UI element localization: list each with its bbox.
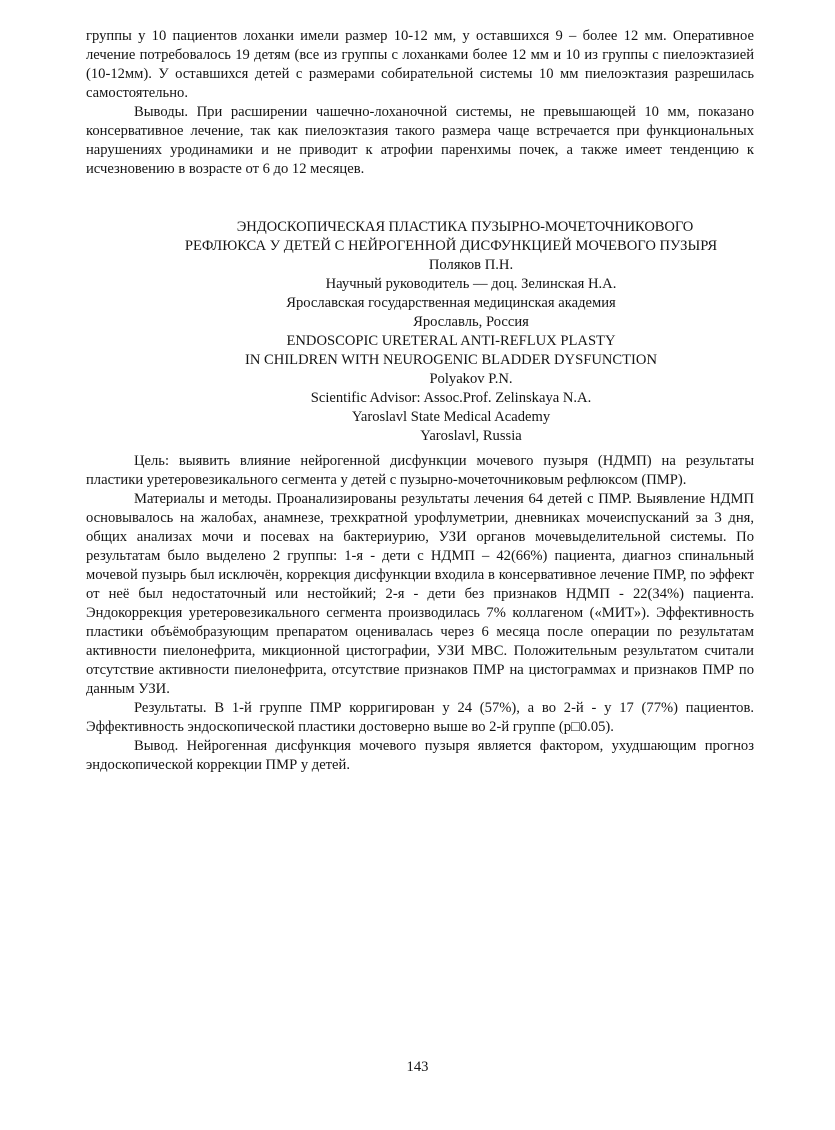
title-ru-line-2: РЕФЛЮКСА У ДЕТЕЙ С НЕЙРОГЕННОЙ ДИСФУНКЦИЕЙ МОЧЕВОГО ПУЗЫРЯ — [184, 238, 718, 254]
city-en: Yaroslavl, Russia — [420, 428, 522, 444]
advisor-ru: Научный руководитель — доц. Зелинская Н.А. — [325, 276, 617, 292]
title-en-line-1: ENDOSCOPIC URETERAL ANTI-REFLUX PLASTY — [286, 333, 616, 349]
results-paragraph: группы у 10 пациентов лоханки имели размер 10-12 мм, у оставшихся 9 – более 12 мм. Оперативное лечение потребовалось 19 детям (все из группы с лоханками более 12 мм и 10 из группы с пиелоэктазией (10-12мм). У оставшихся детей с размерами собирательной системы 10 мм пиелоэктазия разрешилась самостоятельно. — [86, 28, 754, 101]
city-ru: Ярославль, Россия — [413, 314, 529, 330]
institution-ru: Ярославская государственная медицинская академия — [286, 295, 616, 311]
conclusion-paragraph: Вывод. Нейрогенная дисфункция мочевого пузыря является фактором, ухудшающим прогноз эндоскопической коррекции ПМР у детей. — [86, 738, 754, 773]
author-en: Polyakov P.N. — [429, 371, 513, 387]
article-header — [86, 218, 816, 446]
institution-en: Yaroslavl State Medical Academy — [351, 409, 551, 425]
title-en-line-2: IN CHILDREN WITH NEUROGENIC BLADDER DYSFUNCTION — [245, 352, 657, 368]
methods-paragraph: Материалы и методы. Проанализированы результаты лечения 64 детей с ПМР. Выявление НДМП основывалось на жалобах, анамнезе, трехкратной урофлуметрии, дневниках мочеиспусканий за 3 дня, общих анализах мочи и посевах на бактериурию, УЗИ органов мочевыделительной системы. По результатам было выделено 2 группы: 1-я - дети с НДМП – 42(66%) пациента, диагноз спинальный мочевой пузырь был исключён, коррекция дисфункции входила в консервативное лечение ПМР, по эффект от неё был недостаточный или нестойкий; 2-я - дети без признаков НДМП - 22(34%) пациента. Эндокоррекция уретеровезикального сегмента производилась 7% коллагеном («МИТ»). Эффективность пластики объёмобразующим препаратом оценивалась через 6 месяца после операции по результатам активности пиелонефрита, микционной цистографии, УЗИ МВС. Положительным результатом считали отсутствие активности пиелонефрита, отсутствие признаков ПМР на цистограммах и признаков ПМР по данным УЗИ. — [86, 491, 754, 697]
title-ru-line-1: ЭНДОСКОПИЧЕСКАЯ ПЛАСТИКА ПУЗЫРНО-МОЧЕТОЧНИКОВОГО — [236, 219, 694, 235]
aim-paragraph: Цель: выявить влияние нейрогенной дисфункции мочевого пузыря (НДМП) на результаты пластики уретеровезикального сегмента у детей с пузырно-мочеточниковым рефлюксом (ПМР). — [86, 453, 754, 488]
article-body — [86, 452, 754, 775]
page-number: 143 — [406, 1059, 429, 1075]
previous-article-ending — [86, 27, 754, 179]
author-ru: Поляков П.Н. — [428, 257, 514, 273]
advisor-en: Scientific Advisor: Assoc.Prof. Zelinskaya N.A. — [310, 390, 592, 406]
results-paragraph: Результаты. В 1-й группе ПМР корригирован у 24 (57%), а во 2-й - у 17 (77%) пациентов. Эффективность эндоскопической пластики достоверно выше во 2-й группе (p□0.05). — [86, 700, 754, 735]
conclusions-paragraph: Выводы. При расширении чашечно-лоханочной системы, не превышающей 10 мм, показано консервативное лечение, так как пиелоэктазия такого размера чаще встречается при функциональных нарушениях уродинамики и не приводит к атрофии паренхимы почек, а также имеет тенденцию к исчезновению в возрасте от 6 до 12 месяцев. — [86, 104, 754, 177]
